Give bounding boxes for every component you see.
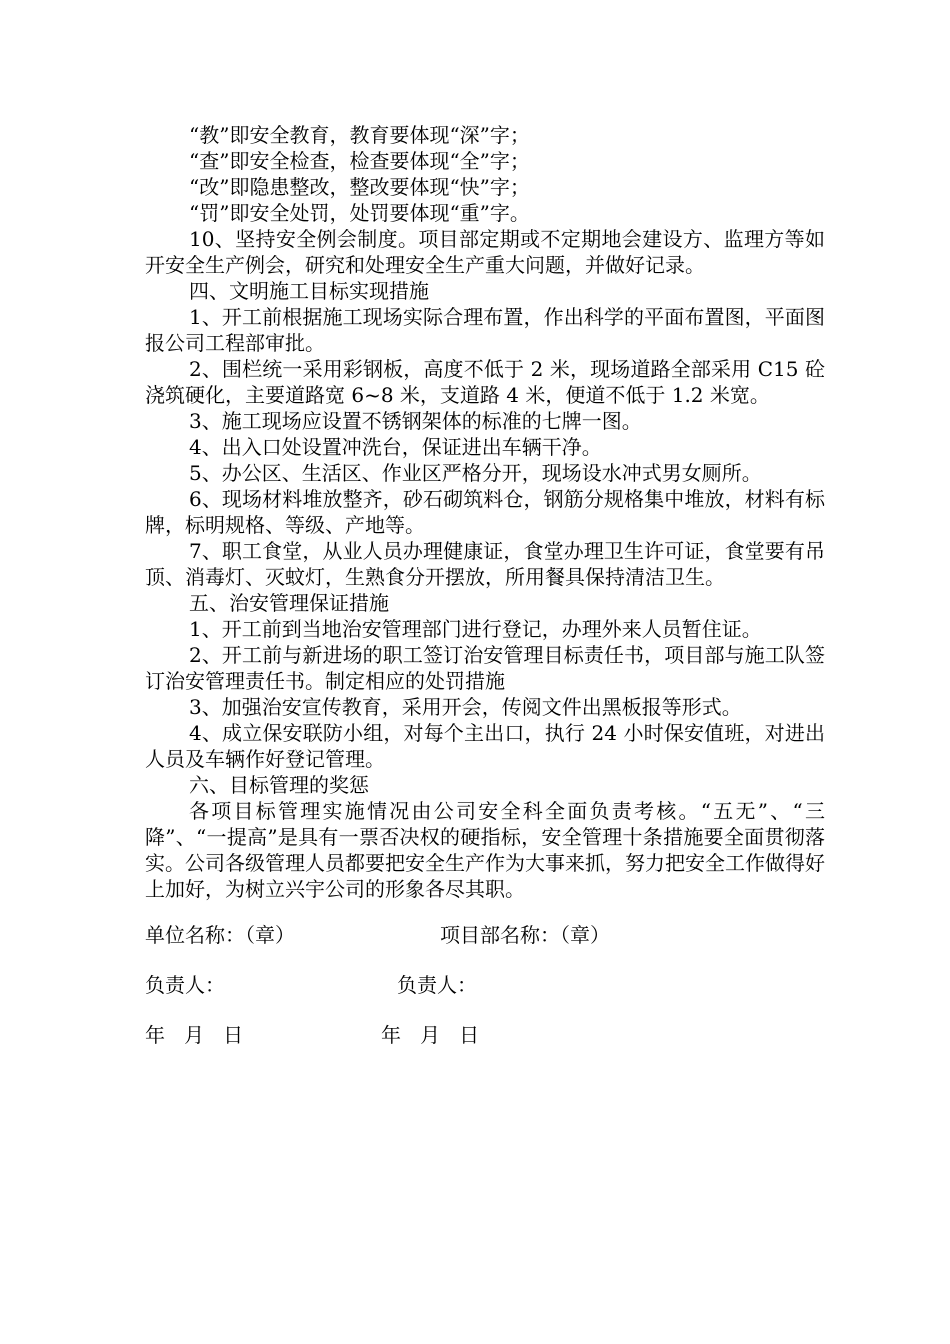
paragraph-s4-item-7: 7、职工食堂，从业人员办理健康证，食堂办理卫生许可证，食堂要有吊顶、消毒灯、灭蚊灯，生熟食分开摆放，所用餐具保持清洁卫生。 (145, 539, 825, 589)
paragraph-s4-item-2: 2、围栏统一采用彩钢板，高度不低于 2 米，现场道路全部采用 C15 砼浇筑硬化，主要道路宽 6~8 米，支道路 4 米，便道不低于 1.2 米宽。 (145, 357, 825, 407)
paragraph-education: “教”即安全教育，教育要体现“深”字； (189, 123, 530, 147)
signature-unit-name: 单位名称：（章） (145, 923, 295, 947)
paragraph-s5-item-2: 2、开工前与新进场的职工签订治安管理目标责任书，项目部与施工队签订治安管理责任书。制定相应的处罚措施 (145, 643, 825, 693)
section-heading-4: 四、文明施工目标实现措施 (189, 279, 429, 303)
paragraph-item-10: 10、坚持安全例会制度。项目部定期或不定期地会建设方、监理方等如开安全生产例会，研究和处理安全生产重大问题，并做好记录。 (145, 227, 825, 277)
paragraph-s5-item-1: 1、开工前到当地治安管理部门进行登记，办理外来人员暂住证。 (189, 617, 762, 641)
paragraph-s4-item-1: 1、开工前根据施工现场实际合理布置，作出科学的平面布置图，平面图报公司工程部审批。 (145, 305, 825, 355)
signature-person-right: 负责人： (397, 973, 477, 997)
paragraph-s5-item-4: 4、成立保安联防小组，对每个主出口，执行 24 小时保安值班，对进出人员及车辆作好登记管理。 (145, 721, 825, 771)
paragraph-s4-item-3: 3、施工现场应设置不锈钢架体的标准的七牌一图。 (189, 409, 642, 433)
paragraph-rectification: “改”即隐患整改，整改要体现“快”字； (189, 175, 530, 199)
section-heading-5: 五、治安管理保证措施 (189, 591, 389, 615)
paragraph-inspection: “查”即安全检查，检查要体现“全”字； (189, 149, 530, 173)
paragraph-s6-body: 各项目标管理实施情况由公司安全科全面负责考核。“五无”、“三降”、“一提高”是具有一票否决权的硬指标，安全管理十条措施要全面贯彻落实。公司各级管理人员都要把安全生产作为大事来抓，努力把安全工作做得好上加好，为树立兴宇公司的形象各尽其职。 (145, 799, 825, 901)
section-heading-6: 六、目标管理的奖惩 (189, 773, 369, 797)
signature-date-left: 年 月 日 (145, 1023, 244, 1047)
paragraph-s4-item-5: 5、办公区、生活区、作业区严格分开，现场设水冲式男女厕所。 (189, 461, 762, 485)
paragraph-s4-item-4: 4、出入口处设置冲洗台，保证进出车辆干净。 (189, 435, 602, 459)
paragraph-punishment: “罚”即安全处罚，处罚要体现“重”字。 (189, 201, 530, 225)
signature-person-left: 负责人： (145, 973, 225, 997)
document-body (145, 122, 825, 902)
signature-date-right: 年 月 日 (381, 1023, 480, 1047)
paragraph-s5-item-3: 3、加强治安宣传教育，采用开会，传阅文件出黑板报等形式。 (189, 695, 742, 719)
signature-project-name: 项目部名称：（章） (440, 923, 610, 947)
paragraph-s4-item-6: 6、现场材料堆放整齐，砂石砌筑料仓，钢筋分规格集中堆放，材料有标牌，标明规格、等级、产地等。 (145, 487, 825, 537)
